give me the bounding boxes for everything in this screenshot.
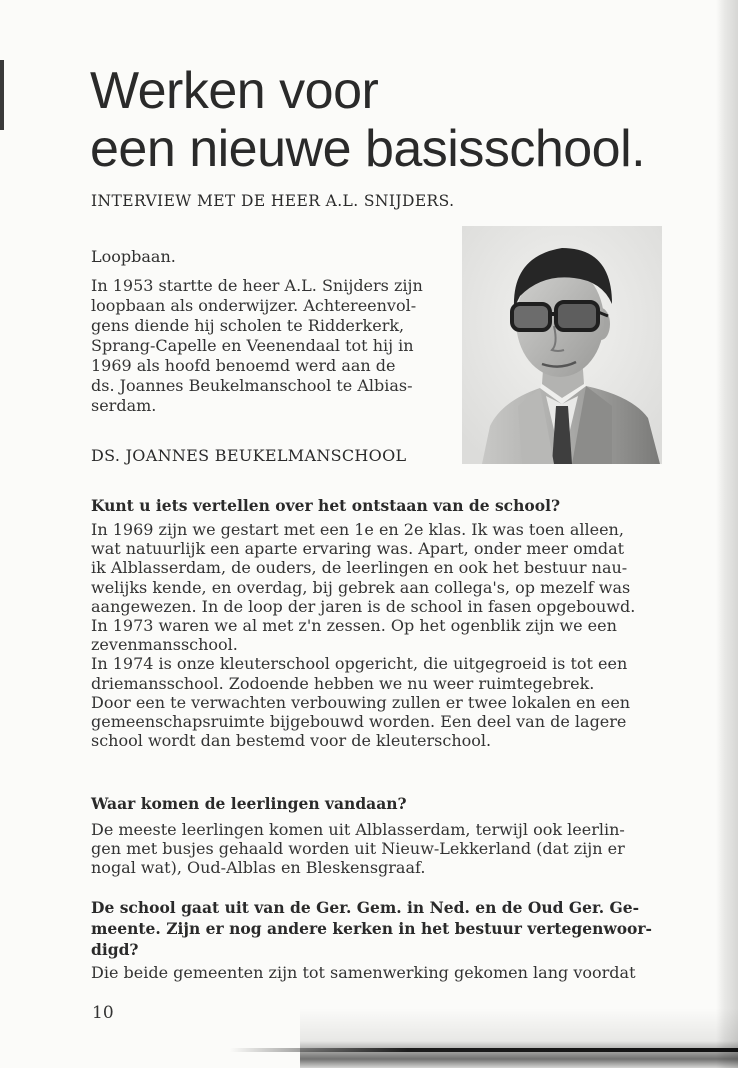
text-line: Die beide gemeenten zijn tot samenwerking gekomen lang voordat xyxy=(91,963,636,982)
text-line: serdam. xyxy=(91,396,157,415)
text-line: In 1969 zijn we gestart met een 1e en 2e klas. Ik was toen alleen, xyxy=(91,520,624,539)
title-line: Werken voor xyxy=(90,62,379,120)
loopbaan-heading: Loopbaan. xyxy=(91,247,176,266)
text-line: welijks kende, en overdag, bij gebrek aan collega's, op mezelf was xyxy=(91,577,631,597)
page-binding-mark xyxy=(0,60,4,130)
portrait-illustration xyxy=(462,226,662,464)
portrait-photo xyxy=(462,226,662,464)
qa-section-churches xyxy=(91,897,652,982)
question: De school gaat uit van de Ger. Gem. in Ned. en de Oud Ger. Ge- xyxy=(91,898,640,917)
text-line: gens diende hij scholen te Ridderkerk, xyxy=(91,316,405,335)
question: meente. Zijn er nog andere kerken in het bestuur vertegenwoor- xyxy=(91,919,652,938)
answer xyxy=(91,820,625,878)
text-line: gen met busjes gehaald worden uit Nieuw-Lekkerland (dat zijn er xyxy=(91,839,625,859)
title-line: een nieuwe basisschool. xyxy=(90,120,646,178)
text-line: school wordt dan bestemd voor de kleuterschool. xyxy=(91,731,492,751)
school-heading: DS. JOANNES BEUKELMANSCHOOL xyxy=(91,446,407,465)
text-line: loopbaan als onderwijzer. Achtereenvol- xyxy=(91,296,417,315)
text-line: Door een te verwachten verbouwing zullen er twee lokalen en een xyxy=(91,692,631,712)
question: Waar komen de leerlingen vandaan? xyxy=(91,794,407,813)
page-edge-shading xyxy=(716,0,738,1068)
text-line: In 1973 waren we al met z'n zessen. Op het ogenblik zijn we een xyxy=(91,616,617,636)
answer xyxy=(91,963,652,982)
text-line: In 1974 is onze kleuterschool opgericht, die uitgegroeid is tot een xyxy=(91,654,628,674)
article-title xyxy=(90,62,645,178)
question: digd? xyxy=(91,940,139,959)
text-line: ik Alblasserdam, de ouders, de leerlingen en ook het bestuur nau- xyxy=(91,558,628,578)
text-line: gemeenschapsruimte bijgebouwd worden. Een deel van de lagere xyxy=(91,712,627,732)
loopbaan-paragraph xyxy=(91,276,423,416)
page-bottom-shadow xyxy=(300,1008,738,1068)
text-line: zevenmansschool. xyxy=(91,635,238,655)
qa-section-students xyxy=(91,793,625,878)
text-line: De meeste leerlingen komen uit Alblasserdam, terwijl ook leerlin- xyxy=(91,820,625,839)
question: Kunt u iets vertellen over het ontstaan van de school? xyxy=(91,496,561,515)
article-subtitle: INTERVIEW MET DE HEER A.L. SNIJDERS. xyxy=(91,192,455,210)
text-line: In 1953 startte de heer A.L. Snijders zijn xyxy=(91,276,423,295)
text-line: 1969 als hoofd benoemd werd aan de xyxy=(91,356,396,375)
answer xyxy=(91,520,635,750)
text-line: driemansschool. Zodoende hebben we nu weer ruimtegebrek. xyxy=(91,673,595,693)
text-line: Sprang-Capelle en Veenendaal tot hij in xyxy=(91,336,414,355)
page-number: 10 xyxy=(92,1003,114,1023)
text-line: ds. Joannes Beukelmanschool te Albias- xyxy=(91,376,413,395)
page-bottom-rule xyxy=(230,1048,738,1052)
qa-section-origin xyxy=(91,495,635,750)
text-line: aangewezen. In de loop der jaren is de school in fasen opgebouwd. xyxy=(91,596,636,616)
text-line: wat natuurlijk een aparte ervaring was. Apart, onder meer omdat xyxy=(91,539,625,559)
text-line: nogal wat), Oud-Alblas en Bleskensgraaf. xyxy=(91,858,426,878)
